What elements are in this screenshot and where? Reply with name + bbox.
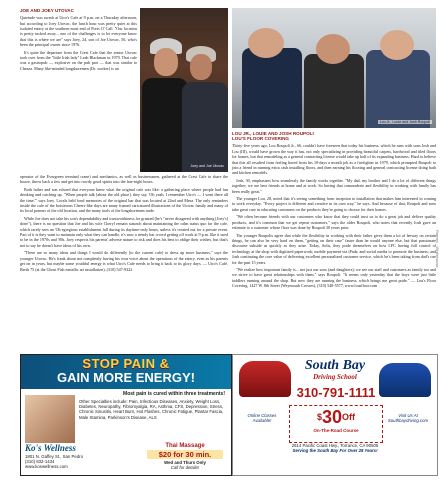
car-icon xyxy=(239,361,291,397)
right-spine xyxy=(435,0,446,480)
photo-utovac-caption: Joey and Joe Utovac xyxy=(190,164,224,168)
right-article-paragraph: "We realize how important family is... not just our sons (and daughters); we see our staff and customers as family too and we strive to have great relationships with them," says Roupoli. "It seems only yesterday that the boys were just little toddlers running around the shop. But now they are running the business, which brings me great pride." — Lou's Floor Covering, 1427 W. 8th Street (Weymouth Crosses), (310) 548-5577, www.lousfloor.com xyxy=(232,266,436,289)
ad-sb-coupon-off: Off xyxy=(342,412,356,422)
left-article xyxy=(20,8,137,73)
right-article-paragraph: The younger Lou, 28, noted that it's seeing something from inception to installation that makes him interested in coming to work everyday. "Every project is different and creative in its own way," he says. And because of that, Roupoli and sons take great care in educating customers on the products they're going to choose for their homes. xyxy=(232,196,436,212)
ad-sb-details xyxy=(239,443,431,453)
ad-kos-headline-2: GAIN MORE ENERGY! xyxy=(57,370,195,385)
ad-kos-offer-days: Wed and Thurs Only xyxy=(164,460,206,465)
left-article-paragraph: It's quite the departure from the Crest Cafe that the senior Utovac took over from the "little Irish lady" Leah Blackman in 1979. That cafe was a gastropub — explosive on the pub part — that was similar to Chezza. Many like-minded longshoremen (Dr. worker) is an xyxy=(20,49,137,71)
ad-sb-serving: Serving the South Bay For Over 28 Years! xyxy=(292,448,378,454)
left-article-paragraph: Quietude was awash at Utro's Cafe at 9 p.m. on a Thursday afternoon, but according to Joey Utovac, the lunch hour was pretty quiet at this isolated eatery at the southern most end of Ports O' Call. "Our location is pretty tucked away... one of the challenges is to let everyone know that this is where we are" says Joey, 24, son of Joe Utovac, 56, who's been the principal owner since 1976. xyxy=(20,15,137,48)
right-article-headline: LOU JR., LOUIE AND JOSH ROUPOLI xyxy=(232,131,314,136)
ad-kos-offer xyxy=(143,443,227,471)
ad-kos-name: Ko's Wellness xyxy=(25,443,76,453)
ad-sb-online-note: Online Classes Available! xyxy=(247,413,277,423)
left-article-headline: JOE AND JOEY UTOVAC xyxy=(20,8,74,13)
page-spine xyxy=(6,0,16,480)
ad-kos-banner xyxy=(21,355,231,389)
car-icon xyxy=(379,363,431,397)
right-article xyxy=(232,131,436,291)
right-article-paragraph: "We often become friends with our customers who know that they could trust us to do a great job and deliver quality products, and it's common that we get repeat customers," says the older Roupoli, who notes that recently Josh gave an estimate to a customer whose floor was done by Roupoli 30 years prior. xyxy=(232,214,436,231)
ad-kos-address: 1801 N. Gaffey St., San Pedro (310) 832-1434 www.koswellness.com xyxy=(25,454,83,469)
ad-kos-wellness[interactable] xyxy=(20,354,232,476)
ad-sb-phone[interactable]: 310-791-1111 xyxy=(296,385,376,400)
ad-kos-photo xyxy=(25,395,75,443)
right-article-subheadline: LOU'S FLOOR COVERING xyxy=(232,136,289,142)
left-article-paragraph: operator of the Evergreen terminal crane) and mechanics, as well as businessmen, gathered at the Crest Cafe to share the booze, throw back a few and get into rowdy good spirits into the late-night hours. xyxy=(20,174,228,185)
ad-kos-offer-price: $20 for 30 min. xyxy=(147,450,223,459)
ad-sb-website-note[interactable]: Visit Us At Southbaydriving.com xyxy=(387,413,429,423)
right-article-body xyxy=(232,143,436,288)
photo-roupoli xyxy=(232,8,436,128)
ad-kos-website[interactable]: www.koswellness.com xyxy=(25,464,68,469)
ad-kos-tagline: Most pain is cured within three treatments! xyxy=(123,391,225,397)
left-article-paragraph: While Joe does not take his son's dependability and trustworthiness for granted (he's "never disagreed with anything [Joey's] done"), there is no question that Joe and his wife Cheryl remain staunch about maintaining the calm status quo for the cafe, which rarely sees an 'Oh egregious establishment fall during its daytime-only hours, unless it's created out for a private event. Part of it is they want to maintain only what they can handle, it's now a trendy bar crowd getting off work at 9 p.m. like it used to be in the 1970s and '80s. Joey respects his parents' adverse nature to risk and does his best to oblige their wishes, but that's not to say he doesn't have ideas of his own. xyxy=(20,215,228,248)
photo-utovac xyxy=(140,8,228,172)
left-article-paragraph: Both father and son echoed that everyone knew what the original cafe was like: a gathering place where people had fun drinking and catching up. "When people talk [about the old place], they say, 'Oh yeah, I remember Utro's — I went there all the time,'" says Joey. Locals held fond memories of the original bar that was located at 22nd and Mesa. The only reminders inside the cafe of the boisterous Cheers-like days are many framed caricatured illustrations of the Utovac family and many of its local patrons of the old location, and the many tools of the longshoremen trade. xyxy=(20,186,228,214)
ad-south-bay-driving[interactable] xyxy=(232,354,438,476)
ad-kos-conditions: Other Specialties include: Pain, Infectious Diseases, Anxiety, Weight Loss, Diabetes, Neuropathy, Fibromyalgia, RA, Asthma, CFS, Depression, Stress, Chronic Sinusitis, Heart Burn, Hot Flashes, Chronic Fatigue, Plantar Fascia, Male Stamina, Parkinson's Disease, ALS xyxy=(79,399,224,420)
ad-sb-address: 2614 Pacific Coast Hwy., Torrance, CA 90505 xyxy=(291,443,379,448)
ad-sb-coupon-amount: 30 xyxy=(321,407,343,427)
right-article-paragraph: Thirty-five years ago, Lou Roupoli Jr., 66, couldn't have foreseen that today his business, which he runs with sons Josh and Lou (III), would have grown the way it has, not only specializing in providing beautiful carpets, hardwood and tiled floors for homes, but that remodeling as a general contracting license would take up half of its expanding business. Hard to believe that this all resulted from feeling bored from his 10-days a month job as a firefighter in 1979, which prompted Roupoli to join a friend in running extra cash installing floors, and then earning his flooring and general contracting license doing bath and kitchen remodels. xyxy=(232,143,436,176)
left-article-paragraph: "There are so many ideas and things I would do differently [to the current cafe] to dress up more business," says the younger Utovac. He's frank about not completely having his own voice about the operations of the eatery, even as his parents get on in years, but maybe some youthful energy is what Utro's Cafe needs to bring it back to its glory days. — Utro's Café, Berth 75 (at the Ghost Fish metallic art installation), (310) 547-9322 xyxy=(20,250,228,272)
ad-kos-offer-note: Call for details! xyxy=(170,465,200,470)
left-article-continued xyxy=(20,174,228,274)
ad-sb-coupon-desc: On-The-Road Course xyxy=(313,428,359,433)
photo-roupoli-caption: Lou Jr., Louie and Josh Roupoli xyxy=(379,120,430,124)
ad-kos-offer-title: Thai Massage xyxy=(165,443,205,449)
left-article-body xyxy=(20,15,137,71)
right-spine-text: Ramen · Whitehouse xyxy=(435,230,440,268)
ad-sb-coupon: $^{\$}30^{Off}$ On-The-Road Course xyxy=(289,405,383,443)
ad-kos-headline-1: STOP PAIN & xyxy=(82,356,170,371)
right-article-paragraph: The younger Roupolis agree that while the flexibility in working with their father gives them a lot of leeway on certain things, he can also be very hard on them, "getting on their case" faster than he would anyone else, but that passionate discourse subside as quickly as they arise. Today, Solis, they pride themselves on how LFC having full control of technology at the shop with digitized paperwork; mobile payment via iPads; and social media to promote the business; and Josh continuing the core value of delivering excellent personalized customer service, which he's been taking from dad's cue for the past 15 years. xyxy=(232,232,436,265)
ad-sb-title: South Bay Driving School xyxy=(304,358,366,381)
right-article-paragraph: Josh, 30, emphasizes how seamlessly the family works together. "My dad, my brother and I do a lot of different things together; we are best friends at home and at work. So having that camaraderie and flexibility in working with family has been really great." xyxy=(232,177,436,194)
